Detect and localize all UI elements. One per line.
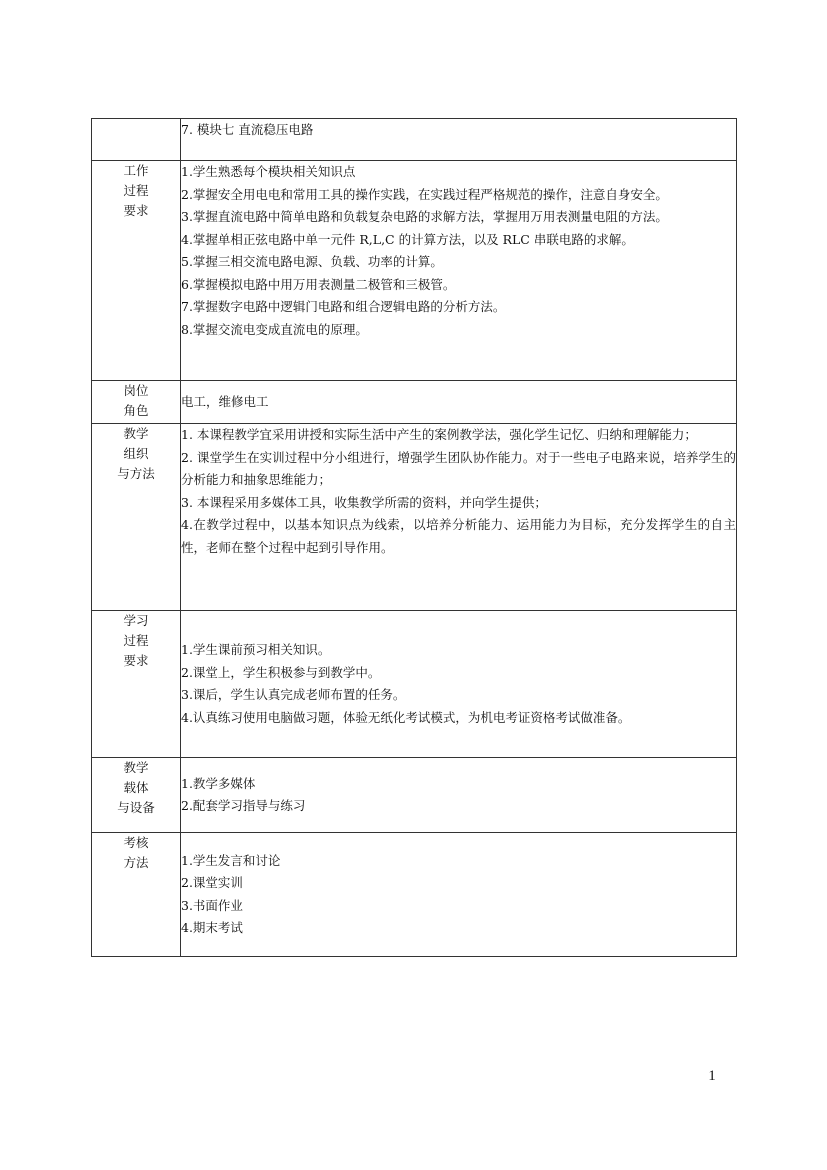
table-row [92, 381, 737, 424]
content-line: 1.学生发言和讨论 [181, 852, 281, 868]
content-line: 2. 课堂学生在实训过程中分小组进行，增强学生团队协作能力。对于一些电子电路来说，培养学生的分析能力和抽象思维能力； [181, 449, 736, 487]
label-line: 方法 [123, 855, 149, 870]
label-line: 角色 [123, 403, 149, 418]
label-line: 载体 [123, 780, 149, 795]
content-line: 2.课堂上，学生积极参与到教学中。 [181, 664, 381, 680]
table-row [92, 119, 737, 161]
content-line: 7.掌握数字电路中逻辑门电路和组合逻辑电路的分析方法。 [181, 299, 506, 314]
table-row [92, 611, 737, 758]
content-line: 5.掌握三相交流电路电源、负载、功率的计算。 [181, 254, 443, 269]
row-label-teaching-methods [92, 424, 181, 611]
label-line: 要求 [123, 653, 149, 668]
label-line: 工作 [123, 163, 149, 178]
row-label-work-requirements [92, 161, 181, 381]
row-content-job-role [181, 381, 737, 424]
label-line: 要求 [123, 203, 149, 218]
row-content-teaching-equipment [181, 758, 737, 833]
content-line: 4.在教学过程中，以基本知识点为线索，以培养分析能力、运用能力为目标，充分发挥学生的自主性，老师在整个过程中起到引导作用。 [181, 517, 736, 555]
row-label-empty [92, 119, 181, 161]
label-line: 考核 [123, 835, 149, 850]
content-line: 2.掌握安全用电电和常用工具的操作实践，在实践过程严格规范的操作，注意自身安全。 [181, 186, 668, 202]
content-line: 3. 本课程采用多媒体工具，收集教学所需的资料，并向学生提供； [181, 494, 547, 510]
row-content-assessment [181, 833, 737, 957]
content-line: 6.掌握模拟电路中用万用表测量二极管和三极管。 [181, 276, 456, 292]
label-line: 过程 [123, 633, 149, 648]
label-line: 与方法 [117, 466, 155, 481]
content-line: 1.教学多媒体 [181, 775, 256, 791]
row-label-teaching-equipment [92, 758, 181, 833]
content-line: 4.期末考试 [181, 920, 243, 935]
syllabus-table [91, 118, 737, 957]
content-line: 1.学生熟悉每个模块相关知识点 [181, 164, 356, 179]
content-line: 电工，维修电工 [181, 393, 269, 409]
label-line: 教学 [123, 426, 149, 441]
table-row [92, 758, 737, 833]
row-content-teaching-methods [181, 424, 737, 611]
content-line: 4.认真练习使用电脑做习题，体验无纸化考试模式，为机电考证资格考试做准备。 [181, 709, 631, 725]
row-content-work-requirements [181, 161, 737, 381]
content-line: 3.课后，学生认真完成老师布置的任务。 [181, 687, 406, 702]
row-content-learning-requirements [181, 611, 737, 758]
content-line: 8.掌握交流电变成直流电的原理。 [181, 321, 368, 337]
label-line: 与设备 [117, 800, 155, 815]
label-line: 学习 [123, 613, 149, 628]
table-row [92, 833, 737, 957]
row-label-job-role [92, 381, 181, 424]
content-line: 3.掌握直流电路中简单电路和负载复杂电路的求解方法，掌握用万用表测量电阻的方法。 [181, 209, 668, 224]
content-line: 3.书面作业 [181, 897, 243, 913]
table-row [92, 424, 737, 611]
content-line: 7. 模块七 直流稳压电路 [181, 122, 314, 137]
content-line: 1.学生课前预习相关知识。 [181, 642, 331, 657]
row-label-learning-requirements [92, 611, 181, 758]
label-line: 岗位 [123, 383, 149, 398]
content-line: 2.配套学习指导与练习 [181, 798, 306, 813]
row-content-module [181, 119, 737, 161]
table-row [92, 161, 737, 381]
content-line: 4.掌握单相正弦电路中单一元件 R,L,C 的计算方法，以及 RLC 串联电路的求解。 [181, 231, 634, 247]
page-number: 1 [708, 1068, 716, 1084]
row-label-assessment [92, 833, 181, 957]
content-line: 2.课堂实训 [181, 875, 243, 890]
content-line: 1. 本课程教学宜采用讲授和实际生活中产生的案例教学法，强化学生记忆、归纳和理解能力； [181, 427, 697, 442]
label-line: 教学 [123, 760, 149, 775]
label-line: 过程 [123, 183, 149, 198]
label-line: 组织 [123, 446, 149, 461]
